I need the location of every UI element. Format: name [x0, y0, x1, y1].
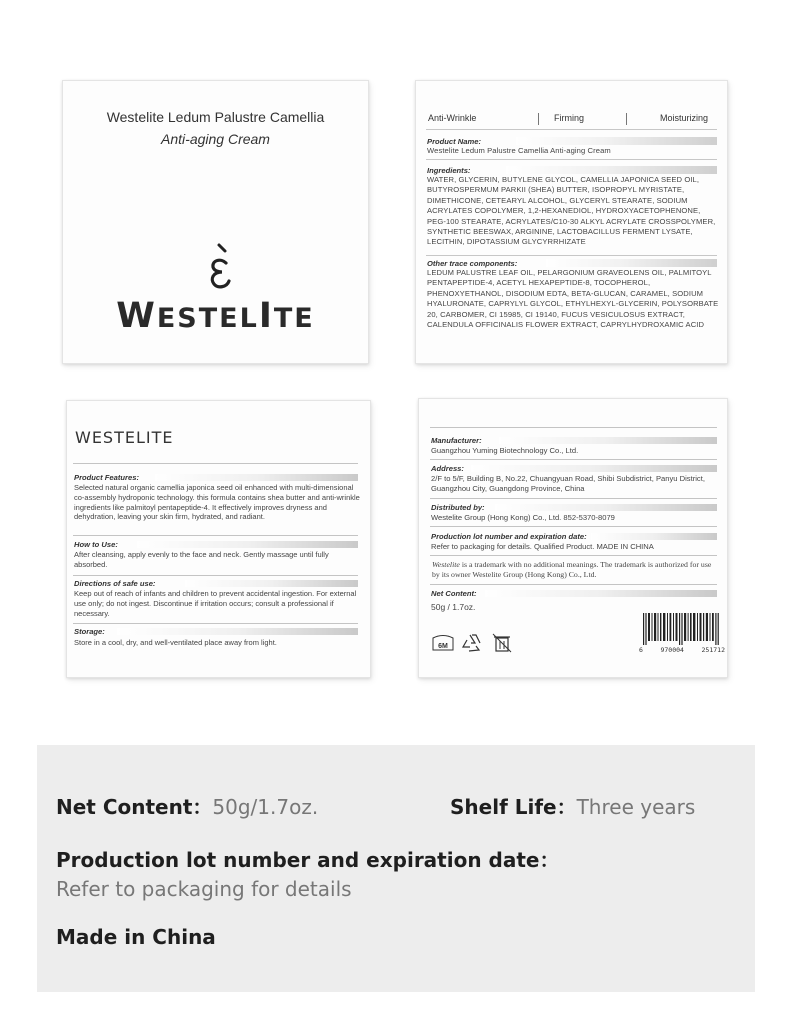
divider: [430, 427, 717, 428]
divider: [426, 159, 717, 160]
lot-heading: Production lot number and expiration date：: [56, 848, 560, 872]
divider: [516, 137, 717, 145]
product-info-panel: [37, 745, 755, 992]
divider: [426, 255, 717, 256]
ingredients-label: Ingredients:: [427, 166, 471, 175]
trademark-notice: [432, 560, 721, 580]
made-in-text: Made in China: [56, 925, 216, 949]
trademark-brand: Westelite: [432, 560, 460, 569]
divider: [73, 535, 358, 536]
packaging-symbols: [431, 632, 531, 659]
barcode-digit-group: 970004: [660, 646, 684, 654]
divider: [430, 526, 717, 527]
tab-divider: [538, 113, 539, 125]
product-name-value: Westelite Ledum Palustre Camellia Anti-aging Cream: [427, 146, 611, 155]
divider: [73, 463, 358, 464]
pao-jar-icon: [433, 636, 453, 651]
trademark-text: is a trademark with no additional meanings. The trademark is authorized for use by its owner Westelite Group (Hong Kong) Co., Ltd.: [432, 560, 712, 579]
divider: [499, 437, 717, 444]
barcode-icon: [643, 613, 719, 645]
divider: [485, 590, 717, 597]
address-label: Address:: [431, 464, 464, 473]
brand-wordmark-w: W: [116, 296, 157, 336]
lot-value: Refer to packaging for details. Qualified Product. MADE IN CHINA: [431, 542, 654, 551]
storage-text: Store in a cool, dry, and well-ventilated place away from light.: [74, 638, 277, 647]
lot-label: Production lot number and expiration date:: [431, 532, 587, 541]
divider: [73, 623, 358, 624]
barcode-digit-group: 251712: [701, 646, 725, 654]
brand-wordmark-te: TE: [273, 303, 315, 334]
product-name-label: Product Name:: [427, 137, 482, 146]
net-content-row: [56, 791, 318, 820]
divider: [430, 555, 717, 556]
shelf-life-heading: Shelf Life：: [450, 795, 577, 819]
brand-name: WESTELITE: [75, 428, 174, 447]
box-manufacturer-panel: [418, 398, 728, 678]
address-value: 2/F to 5/F, Building B, No.22, Chuangyuan Road, Shibi Subdistrict, Panyu District, Guangzhou City, Guangdong Province, China: [431, 474, 705, 493]
trace-components-label: Other trace components:: [427, 259, 518, 268]
benefit-firming: Firming: [554, 113, 585, 123]
divider: [471, 465, 717, 472]
net-content-info-value: 50g/1.7oz.: [212, 795, 319, 819]
pao-label: 6M: [438, 643, 448, 650]
net-content-heading: Net Content：: [56, 795, 213, 819]
recycle-icon: [463, 635, 480, 651]
divider: [185, 580, 358, 587]
divider: [155, 474, 358, 481]
trace-components-list: LEDUM PALUSTRE LEAF OIL, PELARGONIUM GRAVEOLENS OIL, PALMITOYL PENTAPEPTIDE-4, ACETYL HEXAPEPTIDE-8, TOCOPHEROL, PHENOXYETHANOL, DISODIUM EDTA, BETA-GLUCAN, CARAMEL, SODIUM HYALURONATE, CAPRYLYL GLYCOL, ETHYLHEXYL-GLYCERIN, POLYSORBATE 20, CARBOMER, CI 15985, CI 19140, FUCUS VESICULOSUS EXTRACT, CALENDULA OFFICINALIS FLOWER EXTRACT, CAPRYLHYDROXAMIC ACID: [427, 268, 719, 330]
trash-bin-icon: [493, 634, 511, 652]
box-front-panel: [62, 80, 369, 364]
divider: [591, 533, 717, 540]
product-subtitle: Anti-aging Cream: [161, 131, 270, 147]
safe-use-label: Directions of safe use:: [74, 579, 156, 588]
divider: [506, 166, 717, 174]
divider: [137, 541, 358, 548]
product-title: Westelite Ledum Palustre Camellia: [106, 109, 325, 125]
divider: [546, 259, 717, 267]
net-content-label: Net Content:: [431, 589, 477, 598]
tab-divider: [626, 113, 627, 125]
ingredients-list: WATER, GLYCERIN, BUTYLENE GLYCOL, CAMELLIA JAPONICA SEED OIL, BUTYROSPERMUM PARKII (SHEA) BUTTER, ISOPROPYL MYRISTATE, DIMETHICONE, CETEARYL ALCOHOL, GLYCERYL STEARATE, SODIUM ACRYLATES COPOLYMER, 1,2-HEXANEDIOL, HYDROXYACETOPHENONE, PEG-100 STEARATE, ACRYLATES/C10-30 ALKYL ACRYLATE CROSSPOLYMER, SYNTHETIC BEESWAX, ARGININE, LACTOBACILLUS FERMENT LYSATE, LECITHIN, DIPOTASSIUM GLYCYRRHIZATE: [427, 175, 716, 247]
divider: [117, 628, 358, 635]
benefit-tabs: [426, 113, 717, 127]
brand-wordmark-estel: ESTEL: [156, 303, 259, 334]
safe-use-text: Keep out of reach of infants and children to prevent accidental ingestion. For external use only; do not ingest. Discontinue if irritation occurs; consult a professional if necessary.: [74, 589, 357, 618]
divider: [430, 584, 717, 585]
divider: [495, 504, 717, 511]
benefit-moisturizing: Moisturizing: [660, 113, 709, 123]
features-label: Product Features:: [74, 473, 139, 482]
barcode-number: [639, 646, 725, 654]
brand-logo-icon: [205, 241, 235, 291]
storage-label: Storage:: [74, 627, 105, 636]
distributed-value: Westelite Group (Hong Kong) Co., Ltd. 852-5370-8079: [431, 513, 615, 522]
shelf-life-row: [450, 791, 695, 820]
lot-info-value: Refer to packaging for details: [56, 877, 352, 901]
manufacturer-label: Manufacturer:: [431, 436, 482, 445]
benefit-anti-wrinkle: Anti-Wrinkle: [428, 113, 477, 123]
how-to-use-label: How to Use:: [74, 540, 118, 549]
divider: [426, 129, 717, 130]
features-text: Selected natural organic camellia japonica seed oil enhanced with multi-dimensional co-assembly hydroponic technology. this formula contains shea butter and anti-wrinkle ingredients like palmitoyl pentapeptide-4. It effectively improves dryness and dehydration, leaving your skin firm, hydrated, and radiant.: [74, 483, 360, 522]
lot-heading-row: [56, 844, 559, 873]
made-in-row: [56, 925, 216, 949]
brand-wordmark: [63, 296, 368, 336]
distributed-label: Distributed by:: [431, 503, 485, 512]
shelf-life-value: Three years: [576, 795, 696, 819]
barcode-digit-group: 6: [639, 646, 643, 654]
divider: [430, 498, 717, 499]
how-to-use-text: After cleansing, apply evenly to the face and neck. Gently massage until fully absorbed.: [74, 550, 329, 569]
manufacturer-value: Guangzhou Yuming Biotechnology Co., Ltd.: [431, 446, 579, 455]
divider: [73, 575, 358, 576]
net-content-value: 50g / 1.7oz.: [431, 602, 476, 612]
brand-wordmark-i: I: [258, 296, 274, 336]
box-features-panel: [66, 400, 371, 678]
pao-recycle-bin-icons: [431, 632, 531, 654]
box-ingredients-panel: [415, 80, 728, 364]
divider: [430, 459, 717, 460]
